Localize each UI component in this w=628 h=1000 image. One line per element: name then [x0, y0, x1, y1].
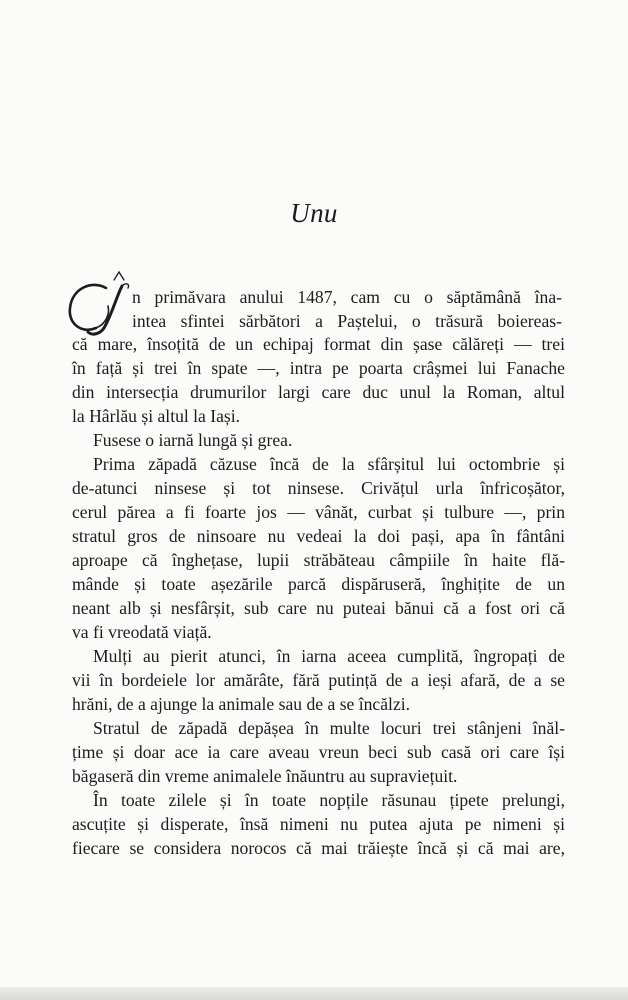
text-line: Stratul de zăpadă depășea în multe locuri trei stânjeni înăl- — [93, 718, 565, 738]
text-line: n primăvara anului 1487, cam cu o săptămână îna- — [132, 287, 562, 307]
text-line: intea sfintei sărbători a Paștelui, o trăsură boiereas- — [132, 311, 562, 331]
text-line: aproape că înghețase, lupii străbăteau câmpiile în haite flă- — [72, 550, 565, 570]
text-line: cerul părea a fi foarte jos — vânăt, curbat și tulbure —, prin — [72, 502, 565, 522]
text-line: băgaseră din vreme animalele înăuntru au supraviețuit. — [72, 766, 458, 786]
text-line: fiecare se considera norocos că mai trăiește încă și că mai are, — [72, 838, 565, 858]
text-line: de-atunci ninsese și tot ninsese. Crivățul urla înfricoșător, — [72, 478, 565, 498]
text-line: la Hârlău și altul la Iași. — [72, 406, 241, 426]
text-line: va fi vreodată viață. — [72, 622, 212, 642]
page-bottom-edge — [0, 987, 628, 1000]
text-line: Prima zăpadă căzuse încă de la sfârșitul lui octombrie și — [93, 454, 565, 474]
text-line: stratul gros de ninsoare nu vedeai la doi pași, apa în fântâni — [72, 526, 565, 546]
text-line: Fusese o iarnă lungă și grea. — [93, 430, 293, 450]
text-line: mânde și toate așezările parcă dispăruseră, înghițite de un — [72, 574, 565, 594]
text-line: țime și doar ace ia care aveau vreun beci sub casă ori care își — [72, 742, 565, 762]
text-line: hrăni, de a ajunge la animale sau de a se încălzi. — [72, 694, 411, 714]
text-line: neant alb și nesfârșit, sub care nu puteai bănui că a fost ori că — [72, 598, 565, 618]
text-line: vii în bordeiele lor amărâte, fără putință de a ieși afară, de a se — [72, 670, 565, 690]
text-line: în față și trei în spate —, intra pe poarta crâșmei lui Fanache — [72, 358, 565, 378]
text-line: din intersecția drumurilor largi care duc unul la Roman, altul — [72, 382, 565, 402]
chapter-title: Unu — [290, 198, 338, 228]
text-line: că mare, însoțită de un echipaj format din șase călăreți — trei — [72, 334, 565, 354]
text-line: În toate zilele și în toate nopțile răsunau țipete prelungi, — [93, 790, 565, 810]
text-line: ascuțite și disperate, însă nimeni nu putea ajuta pe nimeni și — [72, 814, 565, 834]
text-line: Mulți au pierit atunci, în iarna aceea cumplită, îngropați de — [93, 646, 565, 666]
ornamental-drop-cap — [62, 258, 132, 344]
